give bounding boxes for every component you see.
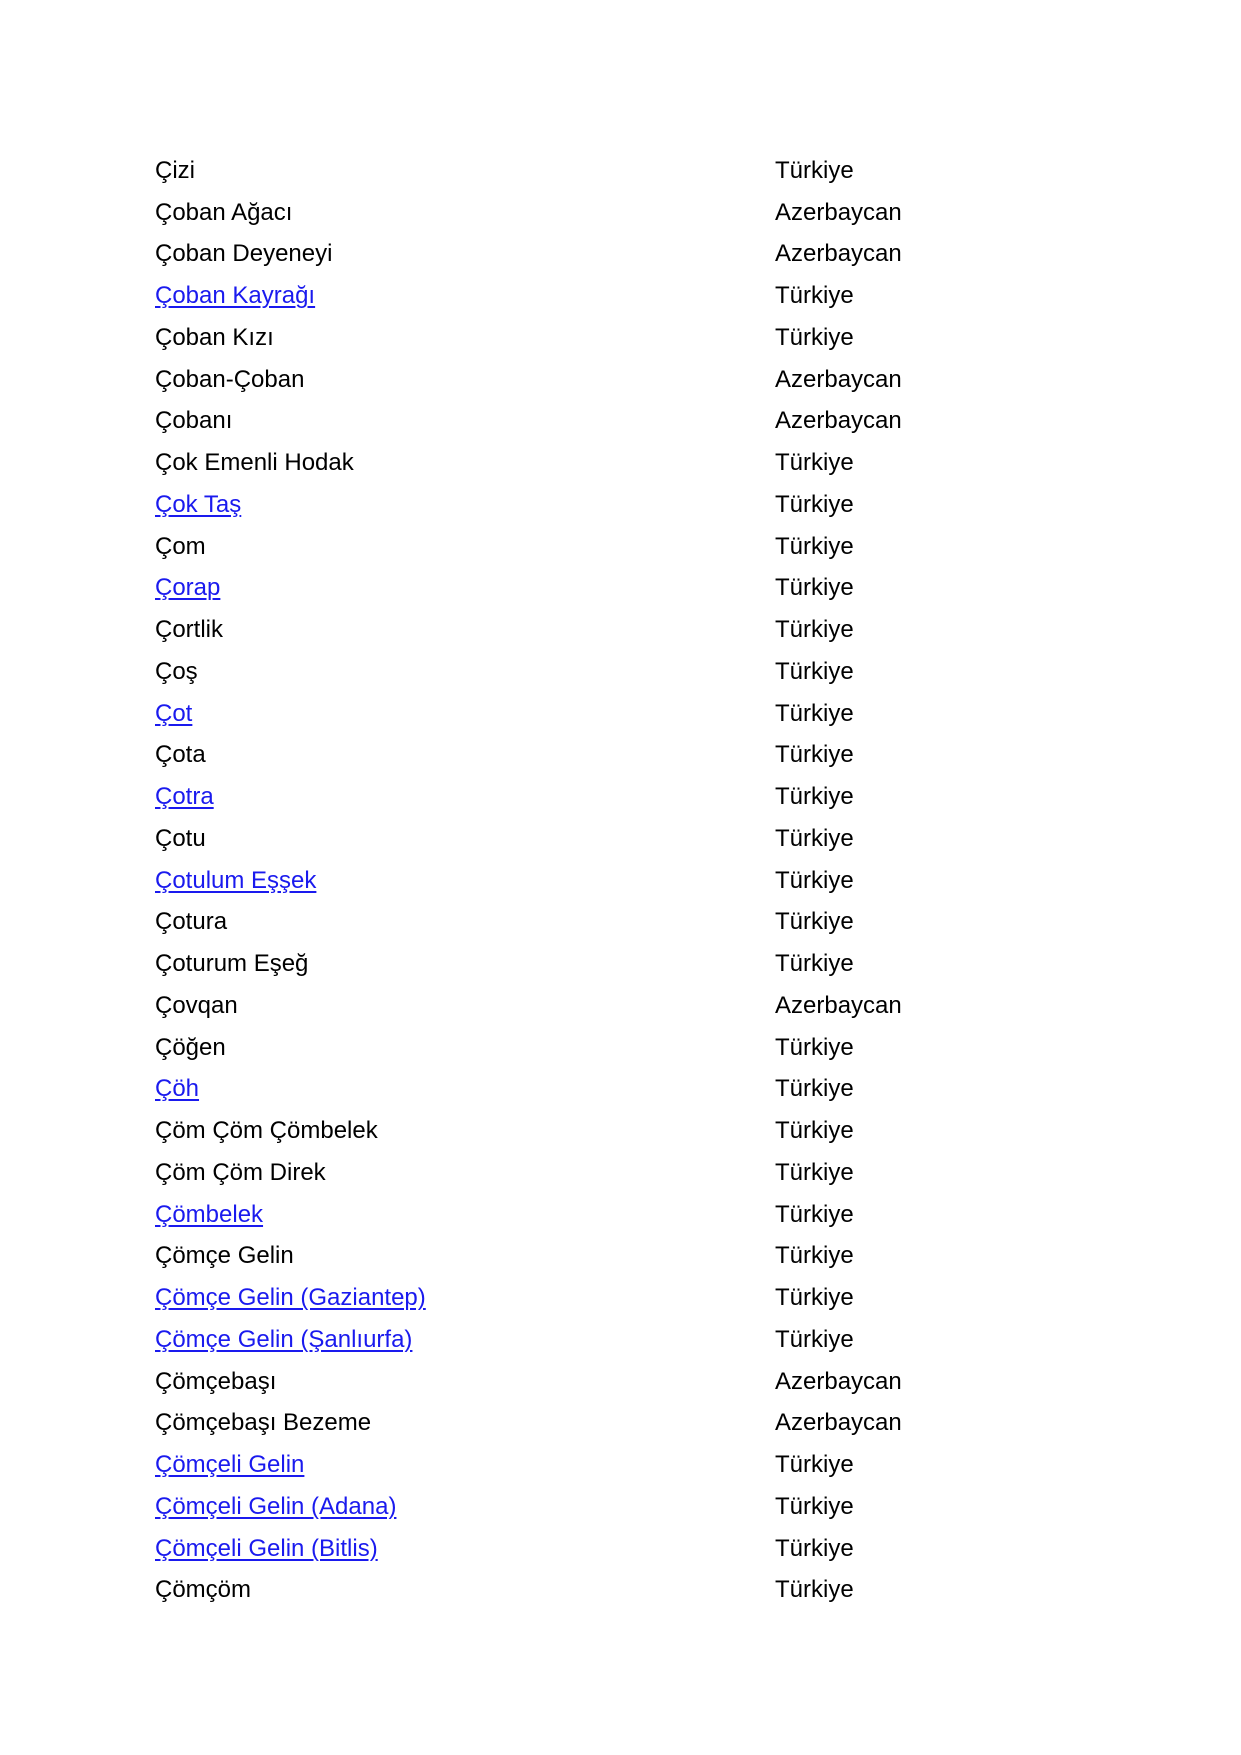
- entry-name-link[interactable]: Çömçeli Gelin: [155, 1451, 305, 1479]
- entry-country: Türkiye: [775, 449, 854, 477]
- list-item: [155, 234, 1055, 276]
- entry-name-cell: [155, 157, 775, 185]
- list-item: [155, 317, 1055, 359]
- entry-country: Türkiye: [775, 657, 854, 685]
- entry-country: Türkiye: [775, 1451, 854, 1479]
- list-item: [155, 1486, 1055, 1528]
- entry-name: Çoturum Eşeğ: [155, 950, 309, 978]
- list-item: [155, 1403, 1055, 1445]
- entry-country: Azerbaycan: [775, 407, 902, 435]
- list-item: [155, 1277, 1055, 1319]
- entry-name-link[interactable]: Çöh: [155, 1075, 200, 1103]
- list-item: [155, 776, 1055, 818]
- entry-name: Çotura: [155, 908, 228, 936]
- entry-name-link[interactable]: Çoban Kayrağı: [155, 282, 316, 310]
- list-item: [155, 943, 1055, 985]
- entry-name-cell: [155, 366, 775, 394]
- list-item: [155, 526, 1055, 568]
- entry-country: Türkiye: [775, 1242, 854, 1270]
- entry-country: Türkiye: [775, 1284, 854, 1312]
- entry-name: Çömçe Gelin: [155, 1242, 294, 1270]
- entry-country: Azerbaycan: [775, 240, 902, 268]
- list-item: [155, 651, 1055, 693]
- entry-name-cell: [155, 574, 775, 602]
- entry-name: Çöğen: [155, 1033, 226, 1061]
- entry-name-cell: [155, 1493, 775, 1521]
- entry-country: Türkiye: [775, 908, 854, 936]
- entry-name-cell: [155, 1451, 775, 1479]
- entry-name-cell: [155, 1117, 775, 1145]
- entry-name-cell: [155, 407, 775, 435]
- entry-name: Çömçöm: [155, 1576, 252, 1604]
- entry-country: Türkiye: [775, 323, 854, 351]
- entry-name-cell: [155, 324, 775, 352]
- entry-country: Türkiye: [775, 1325, 854, 1353]
- entry-name-link[interactable]: Çömçeli Gelin (Adana): [155, 1492, 397, 1520]
- entry-name-link[interactable]: Çömçe Gelin (Gaziantep): [155, 1284, 426, 1312]
- entry-country: Türkiye: [775, 1117, 854, 1145]
- entry-country: Türkiye: [775, 1033, 854, 1061]
- entry-name-cell: [155, 1034, 775, 1062]
- entry-name: Çoban Ağacı: [155, 198, 293, 226]
- list-item: [155, 818, 1055, 860]
- list-item: [155, 693, 1055, 735]
- entry-name-cell: [155, 825, 775, 853]
- entry-name-cell: [155, 1159, 775, 1187]
- entry-name-cell: [155, 1409, 775, 1437]
- list-item: [155, 1528, 1055, 1570]
- entry-country: Türkiye: [775, 824, 854, 852]
- entry-country: Türkiye: [775, 532, 854, 560]
- entry-name-cell: [155, 1075, 775, 1103]
- entry-name: Çoş: [155, 657, 198, 685]
- list-item: [155, 150, 1055, 192]
- list-item: [155, 1570, 1055, 1612]
- entry-country: Türkiye: [775, 950, 854, 978]
- list-item: [155, 1319, 1055, 1361]
- list-item: [155, 359, 1055, 401]
- list-item: [155, 1236, 1055, 1278]
- entry-name: Çöm Çöm Çömbelek: [155, 1117, 378, 1145]
- entry-name-cell: [155, 449, 775, 477]
- list-item: [155, 1194, 1055, 1236]
- entry-name: Çom: [155, 532, 206, 560]
- entry-name-link[interactable]: Çorap: [155, 574, 221, 602]
- list-item: [155, 985, 1055, 1027]
- entry-country: Türkiye: [775, 1576, 854, 1604]
- entry-name: Çotu: [155, 824, 206, 852]
- entry-country: Azerbaycan: [775, 1409, 902, 1437]
- entry-country: Azerbaycan: [775, 1367, 902, 1395]
- list-item: [155, 192, 1055, 234]
- entry-name-cell: [155, 992, 775, 1020]
- entry-name-cell: [155, 533, 775, 561]
- entry-name-cell: [155, 1201, 775, 1229]
- entry-country: Türkiye: [775, 156, 854, 184]
- entry-country: Türkiye: [775, 783, 854, 811]
- list-item: [155, 401, 1055, 443]
- entry-name-link[interactable]: Çotulum Eşşek: [155, 866, 317, 894]
- entry-name-cell: [155, 282, 775, 310]
- entry-name-cell: [155, 950, 775, 978]
- entry-name: Çömçebaşı: [155, 1367, 277, 1395]
- list-item: [155, 1444, 1055, 1486]
- entry-name: Çoban-Çoban: [155, 365, 305, 393]
- list-item: [155, 609, 1055, 651]
- entry-name-cell: [155, 908, 775, 936]
- entry-country: Türkiye: [775, 1492, 854, 1520]
- entry-name: Çizi: [155, 156, 195, 184]
- entry-country: Türkiye: [775, 282, 854, 310]
- list-item: [155, 484, 1055, 526]
- list-item: [155, 1027, 1055, 1069]
- list-item: [155, 1152, 1055, 1194]
- entry-name: Çortlik: [155, 616, 224, 644]
- entry-country: Türkiye: [775, 1158, 854, 1186]
- entry-name-cell: [155, 1326, 775, 1354]
- list-item: [155, 275, 1055, 317]
- entry-country: Türkiye: [775, 1200, 854, 1228]
- entry-name-cell: [155, 741, 775, 769]
- entry-country: Türkiye: [775, 741, 854, 769]
- list-item: [155, 442, 1055, 484]
- entry-country: Türkiye: [775, 490, 854, 518]
- list-item: [155, 1110, 1055, 1152]
- entry-name-cell: [155, 240, 775, 268]
- entry-name-link[interactable]: Çot: [155, 699, 193, 727]
- entry-name-link[interactable]: Çömçeli Gelin (Bitlis): [155, 1534, 378, 1562]
- entry-name: Çobanı: [155, 407, 233, 435]
- entry-country: Azerbaycan: [775, 198, 902, 226]
- entry-name: Çoban Deyeneyi: [155, 240, 333, 268]
- entry-name-cell: [155, 616, 775, 644]
- entry-country: Türkiye: [775, 1075, 854, 1103]
- entry-country: Türkiye: [775, 616, 854, 644]
- entry-name: Çovqan: [155, 991, 238, 1019]
- entry-country: Türkiye: [775, 699, 854, 727]
- entry-name-cell: [155, 658, 775, 686]
- entry-name-cell: [155, 783, 775, 811]
- entry-name-link[interactable]: Çok Taş: [155, 490, 242, 518]
- entry-country: Azerbaycan: [775, 991, 902, 1019]
- entry-name-cell: [155, 1242, 775, 1270]
- entry-name-link[interactable]: Çömbelek: [155, 1200, 264, 1228]
- list-item: [155, 568, 1055, 610]
- entry-name-link[interactable]: Çömçe Gelin (Şanlıurfa): [155, 1325, 413, 1353]
- entry-name-cell: [155, 867, 775, 895]
- list-item: [155, 1361, 1055, 1403]
- entry-name-cell: [155, 1368, 775, 1396]
- entry-name: Çota: [155, 741, 206, 769]
- entry-country: Türkiye: [775, 1534, 854, 1562]
- list-item: [155, 735, 1055, 777]
- entry-name-link[interactable]: Çotra: [155, 783, 214, 811]
- entry-country: Türkiye: [775, 866, 854, 894]
- entry-name-cell: [155, 199, 775, 227]
- list-item: [155, 902, 1055, 944]
- entry-name: Çömçebaşı Bezeme: [155, 1409, 372, 1437]
- entry-name: Çoban Kızı: [155, 323, 274, 351]
- entry-name: Çöm Çöm Direk: [155, 1158, 326, 1186]
- entry-name-cell: [155, 1284, 775, 1312]
- list-item: [155, 1069, 1055, 1111]
- entry-name-cell: [155, 700, 775, 728]
- entry-name-cell: [155, 491, 775, 519]
- entry-country: Azerbaycan: [775, 365, 902, 393]
- entry-name: Çok Emenli Hodak: [155, 449, 354, 477]
- entry-country: Türkiye: [775, 574, 854, 602]
- game-list: [155, 150, 1055, 1611]
- list-item: [155, 860, 1055, 902]
- entry-name-cell: [155, 1576, 775, 1604]
- entry-name-cell: [155, 1535, 775, 1563]
